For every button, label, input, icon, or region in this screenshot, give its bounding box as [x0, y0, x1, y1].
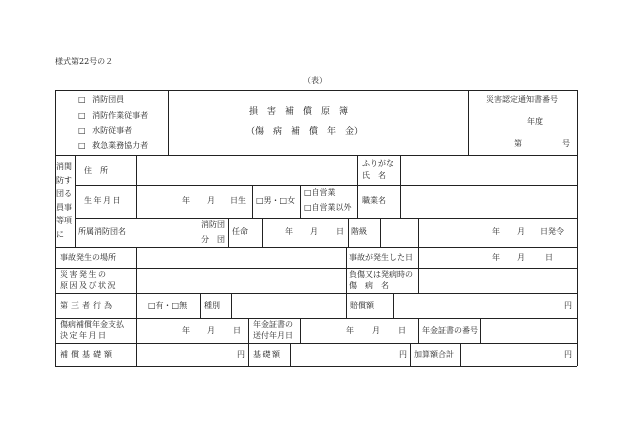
accident-place-label: 事故発生の場所	[60, 253, 116, 262]
occupation-field[interactable]	[401, 186, 576, 217]
base-sum-yen-label: 円	[399, 350, 407, 359]
ledger-title: 損 害 補 償 原 簿	[249, 107, 349, 117]
certificate-number-label: 年金証書の番号	[422, 326, 478, 335]
birthdate-label: 生年月日	[84, 196, 122, 205]
injury-label-2: 傷 病 名	[349, 281, 389, 290]
category-flood-worker[interactable]: □ 水防従事者	[78, 126, 133, 135]
birth-year-label: 年	[182, 196, 190, 205]
injury-label-1: 負傷又は発病時の	[349, 270, 413, 279]
category-emergency-cooperator[interactable]: □ 救急業務協力者	[78, 141, 149, 150]
compensation-yen-label: 円	[564, 301, 572, 310]
side-label: （表）	[303, 76, 327, 85]
number-prefix-label: 第	[514, 139, 522, 148]
checkbox-icon: □	[78, 95, 86, 104]
sex-checkbox[interactable]: □男・□女	[256, 196, 296, 205]
checkbox-icon: □	[78, 111, 86, 120]
address-field[interactable]	[137, 156, 356, 184]
address-label: 住 所	[84, 166, 108, 175]
cause-label-2: 原因及び状況	[60, 281, 117, 290]
type-label: 種別	[204, 301, 220, 310]
appointment-year-label: 年	[285, 227, 293, 236]
checkbox-icon: □	[78, 141, 86, 150]
ledger-subtitle: （傷 病 補 償 年 金）	[246, 127, 364, 137]
injury-field[interactable]	[419, 269, 576, 292]
appointment-day-label: 日	[336, 227, 344, 236]
side-header: 消関 防す 団る 員事 等項 に	[56, 162, 72, 239]
checkbox-icon: □	[78, 126, 86, 135]
rank-label: 階級	[351, 227, 367, 236]
fire-company-label-2: 分 団	[201, 235, 225, 244]
send-month-label: 月	[372, 326, 380, 335]
cause-label-1: 災害発生の	[60, 270, 108, 279]
third-party-yes-no-checkbox[interactable]: □有・□無	[148, 301, 188, 310]
addition-total-label: 加算額合計	[414, 350, 454, 359]
base-amount-yen-label: 円	[237, 350, 245, 359]
birth-day-label: 日生	[230, 196, 246, 205]
category-fire-corps-member[interactable]: □ 消防団員	[78, 95, 125, 104]
accident-year-label: 年	[492, 253, 500, 262]
accident-day-label: 日	[545, 253, 553, 262]
category-fire-work-worker[interactable]: □ 消防作業従事者	[78, 111, 149, 120]
fiscal-year-label: 年度	[527, 117, 543, 126]
send-day-label: 日	[398, 326, 406, 335]
base-sum-label: 基礎額	[253, 350, 282, 359]
certificate-send-label-1: 年金証書の	[253, 320, 293, 329]
name-label: 氏 名	[362, 171, 386, 180]
decision-month-label: 月	[207, 326, 215, 335]
addition-total-yen-label: 円	[564, 350, 572, 359]
cause-field[interactable]	[137, 269, 345, 292]
third-party-label: 第三者行為	[60, 301, 115, 310]
non-self-employed-checkbox[interactable]: □自営業以外	[304, 203, 352, 212]
number-suffix-label: 号	[562, 139, 570, 148]
pension-decision-label-1: 傷病補償年金支払	[60, 320, 124, 329]
pension-decision-label-2: 決定年月日	[60, 331, 108, 340]
compensation-label: 賠償額	[350, 301, 374, 310]
accident-month-label: 月	[517, 253, 525, 262]
name-field[interactable]	[401, 156, 576, 184]
onset-year-label: 年	[492, 227, 500, 236]
decision-year-label: 年	[182, 326, 190, 335]
onset-month-label: 月	[517, 227, 525, 236]
form-code: 様式第22号の２	[55, 57, 114, 66]
furigana-label: ふりがな	[362, 159, 394, 168]
onset-label: 日発令	[540, 227, 564, 236]
appointment-month-label: 月	[310, 227, 318, 236]
notice-number-label: 災害認定通知書番号	[486, 95, 558, 104]
appointment-label: 任命	[232, 227, 248, 236]
birth-month-label: 月	[207, 196, 215, 205]
base-amount-label: 補償基礎額	[60, 350, 115, 359]
decision-day-label: 日	[233, 326, 241, 335]
certificate-number-field[interactable]	[481, 319, 576, 342]
accident-date-label: 事故が発生した日	[349, 253, 413, 262]
accident-place-field[interactable]	[137, 248, 345, 267]
type-field[interactable]	[232, 294, 345, 317]
fire-company-label-1: 消防団	[201, 220, 225, 229]
fire-corps-label: 所属消防団名	[78, 227, 126, 236]
self-employed-checkbox[interactable]: □自営業	[304, 188, 336, 197]
certificate-send-label-2: 送付年月日	[253, 331, 293, 340]
occupation-label: 職業名	[362, 196, 386, 205]
send-year-label: 年	[346, 326, 354, 335]
